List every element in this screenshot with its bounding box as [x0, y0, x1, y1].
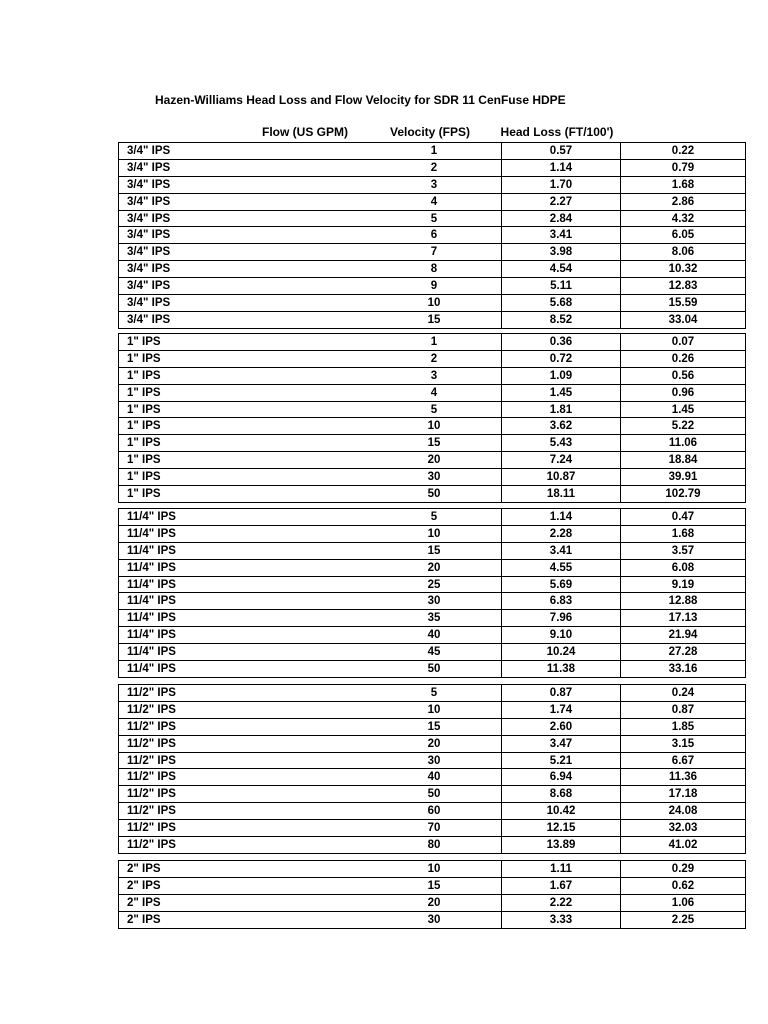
- data-table: [118, 333, 746, 503]
- table-row: [119, 244, 746, 261]
- velocity-cell: 7.24: [502, 452, 621, 469]
- size-cell: 2" IPS: [119, 877, 248, 894]
- size-cell: 11/2" IPS: [119, 769, 248, 786]
- head-loss-cell: 8.06: [621, 244, 746, 261]
- table-row: [119, 610, 746, 627]
- table-row: [119, 334, 746, 351]
- head-loss-cell: 17.18: [621, 786, 746, 803]
- size-cell: 3/4" IPS: [119, 193, 248, 210]
- table-row: [119, 861, 746, 878]
- head-loss-column-header: Head Loss (FT/100'): [500, 125, 614, 139]
- head-loss-cell: 0.22: [621, 143, 746, 160]
- velocity-cell: 5.43: [502, 435, 621, 452]
- flow-cell: 30: [247, 911, 502, 928]
- head-loss-cell: 0.47: [621, 509, 746, 526]
- head-loss-cell: 6.08: [621, 559, 746, 576]
- flow-cell: 15: [247, 718, 502, 735]
- flow-cell: 30: [247, 469, 502, 486]
- size-cell: 11/2" IPS: [119, 820, 248, 837]
- document-title: Hazen-Williams Head Loss and Flow Velocity for SDR 11 CenFuse HDPE: [155, 93, 566, 107]
- size-cell: 1" IPS: [119, 350, 248, 367]
- velocity-cell: 1.81: [502, 401, 621, 418]
- head-loss-cell: 0.62: [621, 877, 746, 894]
- flow-cell: 15: [247, 542, 502, 559]
- table-row: [119, 769, 746, 786]
- head-loss-cell: 1.68: [621, 525, 746, 542]
- pipe-size-table: [118, 860, 695, 929]
- size-cell: 3/4" IPS: [119, 176, 248, 193]
- size-cell: 2" IPS: [119, 861, 248, 878]
- size-cell: 2" IPS: [119, 894, 248, 911]
- head-loss-cell: 11.36: [621, 769, 746, 786]
- table-row: [119, 627, 746, 644]
- velocity-cell: 0.36: [502, 334, 621, 351]
- head-loss-cell: 5.22: [621, 418, 746, 435]
- size-cell: 11/2" IPS: [119, 752, 248, 769]
- velocity-cell: 1.14: [502, 509, 621, 526]
- head-loss-cell: 18.84: [621, 452, 746, 469]
- head-loss-cell: 0.26: [621, 350, 746, 367]
- flow-cell: 1: [247, 334, 502, 351]
- size-cell: 11/2" IPS: [119, 701, 248, 718]
- head-loss-cell: 1.85: [621, 718, 746, 735]
- flow-cell: 5: [247, 210, 502, 227]
- table-row: [119, 350, 746, 367]
- head-loss-cell: 21.94: [621, 627, 746, 644]
- table-row: [119, 593, 746, 610]
- size-cell: 2" IPS: [119, 911, 248, 928]
- velocity-cell: 1.74: [502, 701, 621, 718]
- size-cell: 11/2" IPS: [119, 735, 248, 752]
- size-cell: 1" IPS: [119, 435, 248, 452]
- flow-cell: 50: [247, 486, 502, 503]
- flow-cell: 10: [247, 418, 502, 435]
- size-cell: 3/4" IPS: [119, 143, 248, 160]
- table-row: [119, 803, 746, 820]
- velocity-cell: 2.22: [502, 894, 621, 911]
- flow-cell: 15: [247, 311, 502, 328]
- flow-cell: 50: [247, 786, 502, 803]
- velocity-cell: 2.60: [502, 718, 621, 735]
- size-cell: 3/4" IPS: [119, 244, 248, 261]
- table-row: [119, 786, 746, 803]
- table-row: [119, 486, 746, 503]
- table-row: [119, 877, 746, 894]
- velocity-cell: 1.45: [502, 384, 621, 401]
- head-loss-cell: 4.32: [621, 210, 746, 227]
- table-row: [119, 718, 746, 735]
- size-cell: 3/4" IPS: [119, 261, 248, 278]
- flow-cell: 10: [247, 525, 502, 542]
- flow-cell: 15: [247, 877, 502, 894]
- velocity-cell: 1.67: [502, 877, 621, 894]
- head-loss-cell: 39.91: [621, 469, 746, 486]
- velocity-cell: 0.72: [502, 350, 621, 367]
- head-loss-cell: 0.24: [621, 685, 746, 702]
- head-loss-cell: 0.87: [621, 701, 746, 718]
- head-loss-cell: 24.08: [621, 803, 746, 820]
- table-row: [119, 525, 746, 542]
- flow-cell: 20: [247, 735, 502, 752]
- velocity-cell: 2.84: [502, 210, 621, 227]
- flow-cell: 25: [247, 576, 502, 593]
- size-cell: 3/4" IPS: [119, 159, 248, 176]
- table-row: [119, 735, 746, 752]
- head-loss-cell: 27.28: [621, 644, 746, 661]
- table-row: [119, 384, 746, 401]
- size-cell: 1" IPS: [119, 401, 248, 418]
- head-loss-cell: 6.67: [621, 752, 746, 769]
- size-cell: 3/4" IPS: [119, 295, 248, 312]
- head-loss-cell: 12.83: [621, 278, 746, 295]
- flow-cell: 10: [247, 861, 502, 878]
- table-row: [119, 210, 746, 227]
- flow-column-header: Flow (US GPM): [262, 125, 348, 139]
- head-loss-cell: 0.07: [621, 334, 746, 351]
- flow-cell: 20: [247, 452, 502, 469]
- table-row: [119, 452, 746, 469]
- table-row: [119, 685, 746, 702]
- size-cell: 3/4" IPS: [119, 227, 248, 244]
- data-table: [118, 684, 746, 854]
- table-row: [119, 820, 746, 837]
- velocity-cell: 10.24: [502, 644, 621, 661]
- size-cell: 11/2" IPS: [119, 786, 248, 803]
- table-row: [119, 894, 746, 911]
- velocity-cell: 1.09: [502, 367, 621, 384]
- table-row: [119, 295, 746, 312]
- velocity-cell: 3.47: [502, 735, 621, 752]
- size-cell: 1" IPS: [119, 452, 248, 469]
- head-loss-cell: 11.06: [621, 435, 746, 452]
- table-row: [119, 227, 746, 244]
- flow-cell: 40: [247, 627, 502, 644]
- head-loss-cell: 17.13: [621, 610, 746, 627]
- size-cell: 11/2" IPS: [119, 685, 248, 702]
- flow-cell: 50: [247, 661, 502, 678]
- head-loss-cell: 102.79: [621, 486, 746, 503]
- table-row: [119, 559, 746, 576]
- flow-cell: 5: [247, 509, 502, 526]
- size-cell: 3/4" IPS: [119, 278, 248, 295]
- table-row: [119, 176, 746, 193]
- head-loss-cell: 33.04: [621, 311, 746, 328]
- size-cell: 1" IPS: [119, 367, 248, 384]
- size-cell: 3/4" IPS: [119, 210, 248, 227]
- velocity-cell: 8.52: [502, 311, 621, 328]
- size-cell: 1" IPS: [119, 384, 248, 401]
- flow-cell: 9: [247, 278, 502, 295]
- size-cell: 11/4" IPS: [119, 576, 248, 593]
- table-row: [119, 143, 746, 160]
- table-row: [119, 509, 746, 526]
- data-table: [118, 508, 746, 678]
- flow-cell: 60: [247, 803, 502, 820]
- head-loss-cell: 0.79: [621, 159, 746, 176]
- size-cell: 11/4" IPS: [119, 559, 248, 576]
- velocity-cell: 4.54: [502, 261, 621, 278]
- velocity-cell: 2.27: [502, 193, 621, 210]
- data-table: [118, 142, 746, 329]
- velocity-cell: 5.21: [502, 752, 621, 769]
- head-loss-cell: 15.59: [621, 295, 746, 312]
- velocity-cell: 13.89: [502, 837, 621, 854]
- flow-cell: 40: [247, 769, 502, 786]
- column-headers: [0, 125, 768, 141]
- table-row: [119, 435, 746, 452]
- flow-cell: 15: [247, 435, 502, 452]
- table-row: [119, 701, 746, 718]
- flow-cell: 35: [247, 610, 502, 627]
- head-loss-cell: 2.86: [621, 193, 746, 210]
- flow-cell: 2: [247, 159, 502, 176]
- head-loss-cell: 6.05: [621, 227, 746, 244]
- velocity-cell: 5.69: [502, 576, 621, 593]
- flow-cell: 3: [247, 367, 502, 384]
- size-cell: 11/2" IPS: [119, 837, 248, 854]
- head-loss-cell: 1.45: [621, 401, 746, 418]
- head-loss-cell: 3.57: [621, 542, 746, 559]
- velocity-cell: 9.10: [502, 627, 621, 644]
- flow-cell: 4: [247, 384, 502, 401]
- data-table: [118, 860, 746, 929]
- size-cell: 11/4" IPS: [119, 525, 248, 542]
- velocity-column-header: Velocity (FPS): [389, 125, 471, 139]
- flow-cell: 3: [247, 176, 502, 193]
- table-row: [119, 159, 746, 176]
- velocity-cell: 18.11: [502, 486, 621, 503]
- velocity-cell: 7.96: [502, 610, 621, 627]
- flow-cell: 80: [247, 837, 502, 854]
- velocity-cell: 11.38: [502, 661, 621, 678]
- flow-cell: 30: [247, 752, 502, 769]
- table-row: [119, 542, 746, 559]
- velocity-cell: 2.28: [502, 525, 621, 542]
- velocity-cell: 3.62: [502, 418, 621, 435]
- velocity-cell: 1.70: [502, 176, 621, 193]
- flow-cell: 5: [247, 685, 502, 702]
- velocity-cell: 5.11: [502, 278, 621, 295]
- head-loss-cell: 32.03: [621, 820, 746, 837]
- flow-cell: 45: [247, 644, 502, 661]
- flow-cell: 70: [247, 820, 502, 837]
- table-row: [119, 837, 746, 854]
- head-loss-cell: 9.19: [621, 576, 746, 593]
- size-cell: 1" IPS: [119, 334, 248, 351]
- flow-cell: 1: [247, 143, 502, 160]
- flow-cell: 4: [247, 193, 502, 210]
- table-row: [119, 401, 746, 418]
- size-cell: 11/4" IPS: [119, 627, 248, 644]
- velocity-cell: 12.15: [502, 820, 621, 837]
- table-row: [119, 311, 746, 328]
- table-row: [119, 418, 746, 435]
- velocity-cell: 6.94: [502, 769, 621, 786]
- pipe-size-table: [118, 142, 698, 329]
- velocity-cell: 8.68: [502, 786, 621, 803]
- velocity-cell: 3.98: [502, 244, 621, 261]
- table-row: [119, 752, 746, 769]
- velocity-cell: 5.68: [502, 295, 621, 312]
- velocity-cell: 4.55: [502, 559, 621, 576]
- size-cell: 11/4" IPS: [119, 542, 248, 559]
- velocity-cell: 1.11: [502, 861, 621, 878]
- pipe-size-table: [118, 508, 698, 678]
- velocity-cell: 1.14: [502, 159, 621, 176]
- flow-cell: 2: [247, 350, 502, 367]
- flow-cell: 30: [247, 593, 502, 610]
- head-loss-cell: 0.96: [621, 384, 746, 401]
- size-cell: 11/4" IPS: [119, 610, 248, 627]
- head-loss-cell: 3.15: [621, 735, 746, 752]
- flow-cell: 6: [247, 227, 502, 244]
- pipe-size-table: [118, 684, 698, 854]
- size-cell: 1" IPS: [119, 418, 248, 435]
- head-loss-cell: 33.16: [621, 661, 746, 678]
- flow-cell: 10: [247, 701, 502, 718]
- velocity-cell: 0.57: [502, 143, 621, 160]
- table-row: [119, 911, 746, 928]
- velocity-cell: 0.87: [502, 685, 621, 702]
- velocity-cell: 3.41: [502, 227, 621, 244]
- table-row: [119, 644, 746, 661]
- velocity-cell: 3.41: [502, 542, 621, 559]
- flow-cell: 8: [247, 261, 502, 278]
- size-cell: 11/4" IPS: [119, 644, 248, 661]
- table-row: [119, 661, 746, 678]
- head-loss-cell: 0.56: [621, 367, 746, 384]
- head-loss-cell: 1.06: [621, 894, 746, 911]
- size-cell: 11/2" IPS: [119, 803, 248, 820]
- size-cell: 3/4" IPS: [119, 311, 248, 328]
- flow-cell: 10: [247, 295, 502, 312]
- head-loss-cell: 41.02: [621, 837, 746, 854]
- size-cell: 11/4" IPS: [119, 509, 248, 526]
- size-cell: 11/4" IPS: [119, 661, 248, 678]
- head-loss-cell: 1.68: [621, 176, 746, 193]
- table-row: [119, 367, 746, 384]
- head-loss-cell: 12.88: [621, 593, 746, 610]
- size-cell: 11/2" IPS: [119, 718, 248, 735]
- table-row: [119, 469, 746, 486]
- head-loss-cell: 10.32: [621, 261, 746, 278]
- table-row: [119, 278, 746, 295]
- table-row: [119, 193, 746, 210]
- size-cell: 11/4" IPS: [119, 593, 248, 610]
- velocity-cell: 6.83: [502, 593, 621, 610]
- size-cell: 1" IPS: [119, 486, 248, 503]
- flow-cell: 20: [247, 559, 502, 576]
- pipe-size-table: [118, 333, 701, 503]
- table-row: [119, 576, 746, 593]
- velocity-cell: 3.33: [502, 911, 621, 928]
- head-loss-cell: 0.29: [621, 861, 746, 878]
- size-cell: 1" IPS: [119, 469, 248, 486]
- velocity-cell: 10.42: [502, 803, 621, 820]
- flow-cell: 20: [247, 894, 502, 911]
- flow-cell: 7: [247, 244, 502, 261]
- table-row: [119, 261, 746, 278]
- flow-cell: 5: [247, 401, 502, 418]
- head-loss-cell: 2.25: [621, 911, 746, 928]
- velocity-cell: 10.87: [502, 469, 621, 486]
